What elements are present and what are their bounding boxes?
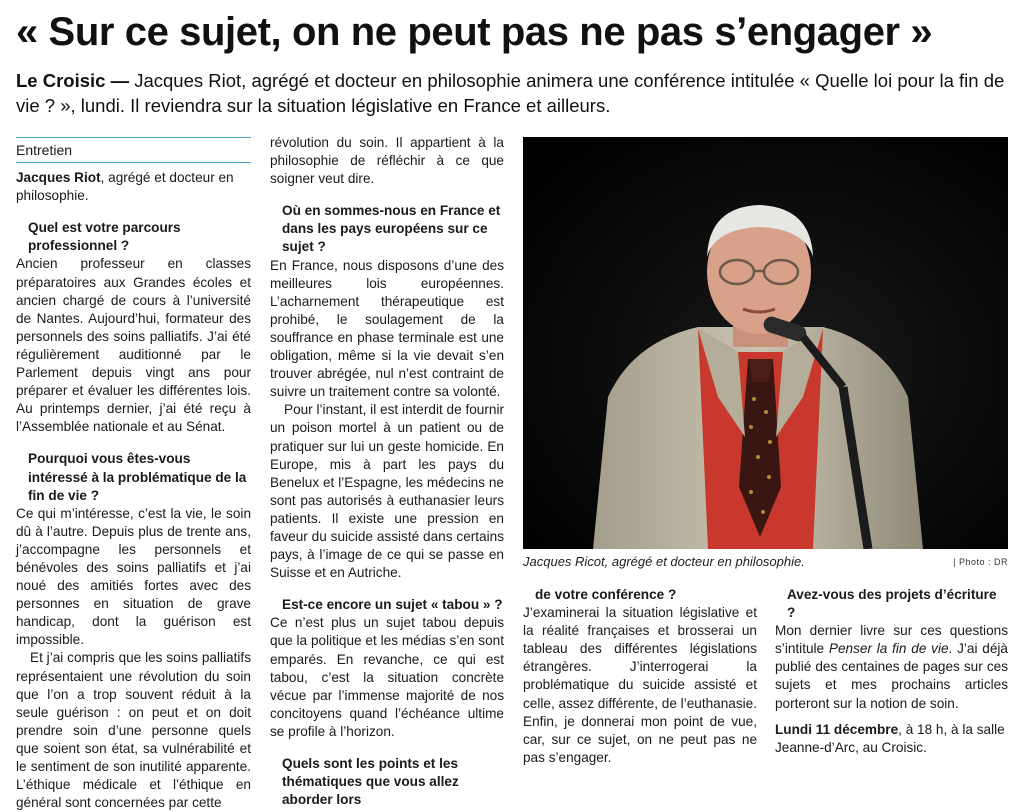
answer-3-p1: En France, nous disposons d’une des meilleures lois européennes. L’acharnement thérapeutique est prohibé, le soulagement de la souffrance en phase terminale est une obligation, même si la vie devait s’en trouver abrégée, nul n’est contraint de suivre un traitement contre sa volonté.	[270, 257, 504, 400]
answer-4: Ce n’est plus un sujet tabou depuis que la politique et les médias s’en sont emparés. En revanche, ce qui est tabou, c’est la situation concrète vécue par l’immense majorité de nos concitoyens quand l’échéance ultime se profile à l’horizon.	[270, 615, 504, 739]
column-2	[270, 134, 504, 809]
question-5-continued: de votre conférence ?	[535, 587, 677, 602]
question-5: Quels sont les points et les thématiques que vous allez aborder lors	[282, 756, 459, 808]
answer-2-continued: révolution du soin. Il appartient à la philosophie de réfléchir à ce que soigner veut dire.	[270, 135, 504, 187]
answer-5: J’examinerai la situation législative et la réalité françaises et brosserai un tableau des différentes législations étrangères. J’interrogerai la problématique du suicide assisté et celle, assez différente, de l’euthanasie. Enfin, je donnerai mon point de vue, car, sur ce sujet, on ne peut pas ne pas s’engager.	[523, 605, 758, 765]
answer-3-p2: Pour l’instant, il est interdit de fournir un poison mortel à un patient ou de pratiquer sur lui un geste homicide. En Europe, mis à part les pays du Benelux et l’Espagne, les médecins ne sont pas autorisés à euthanasier leurs patients. Il existe une pression en faveur du suicide assisté dans certains pays, à l’image de ce qui se passe en Suisse et en Autriche.	[270, 402, 504, 581]
photo-credit: | Photo : DR	[953, 557, 1008, 567]
answer-6-before: Mon dernier livre sur ces questions s’intitule	[775, 623, 1008, 657]
column-3	[523, 586, 757, 767]
lede-text: Jacques Riot, agrégé et docteur en philosophie animera une conférence intitulée « Quelle loi pour la fin de vie ? », lundi. Il reviendra sur la situation législative en France et ailleurs.	[16, 70, 1005, 116]
question-6: Avez-vous des projets d’écriture ?	[787, 587, 997, 621]
column-1	[16, 137, 251, 812]
column-4	[775, 586, 1008, 757]
event-details: , à 18 h, à la salle Jeanne-d’Arc, au Croisic.	[775, 721, 1005, 755]
author-name: Jacques Riot	[16, 170, 101, 186]
lede	[16, 68, 1016, 118]
question-3: Où en sommes-nous en France et dans les pays européens sur ce sujet ?	[282, 203, 501, 255]
answer-1: Ancien professeur en classes préparatoires aux Grandes écoles et ancien chargé de cours à l’université de Nantes. Aujourd’hui, formateur des personnels des soins palliatifs. J’ai été régulièrement auditionné par le Parlement depuis vingt ans pour préparer et évaluer les différentes lois. Au printemps dernier, j’ai été reçu à l’Assemblée nationale et au Sénat.	[16, 256, 251, 435]
headline: « Sur ce sujet, on ne peut pas ne pas s’engager »	[16, 10, 933, 54]
event-date: Lundi 11 décembre	[775, 721, 899, 737]
event-info	[775, 721, 1008, 757]
question-1: Quel est votre parcours professionnel ?	[28, 220, 181, 254]
book-title: Penser la fin de vie	[828, 641, 949, 657]
answer-2-p1: Ce qui m’intéresse, c’est la vie, le soin dû à l’autre. Depuis plus de trente ans, j’accompagne les personnels et bénévoles des soins palliatifs et j’ai noué des amitiés fortes avec des personnes en situation de grave handicap, dont la guérison est impossible.	[16, 505, 251, 648]
author-title: , agrégé et docteur en philosophie.	[16, 170, 234, 204]
speaker-photo	[523, 137, 1008, 549]
question-2: Pourquoi vous êtes-vous intéressé à la problématique de la fin de vie ?	[28, 451, 247, 503]
answer-2-p2: Et j’ai compris que les soins palliatifs représentaient une révolution du soin que l’on a trop souvent réduit à la seule guérison : on peut et on doit prendre soin d’une personne quels que soient son état, sa vulnérabilité et le sentiment de son inutilité apparente. L’éthique médicale et l’éthique en général sont concernées par cette	[16, 650, 251, 811]
answer-6-after: . J’ai déjà publié des centaines de pages sur ces sujets et mes prochains articles porteront sur la notion de soin.	[775, 641, 1008, 711]
speaker-illustration	[523, 137, 1008, 549]
author-line	[16, 169, 251, 205]
rubric-label: Entretien	[16, 137, 251, 163]
question-4: Est-ce encore un sujet « tabou » ?	[282, 597, 503, 613]
photo-caption: Jacques Ricot, agrégé et docteur en philosophie.	[523, 554, 805, 569]
answer-6	[775, 622, 1008, 712]
lede-place: Le Croisic —	[16, 70, 130, 91]
